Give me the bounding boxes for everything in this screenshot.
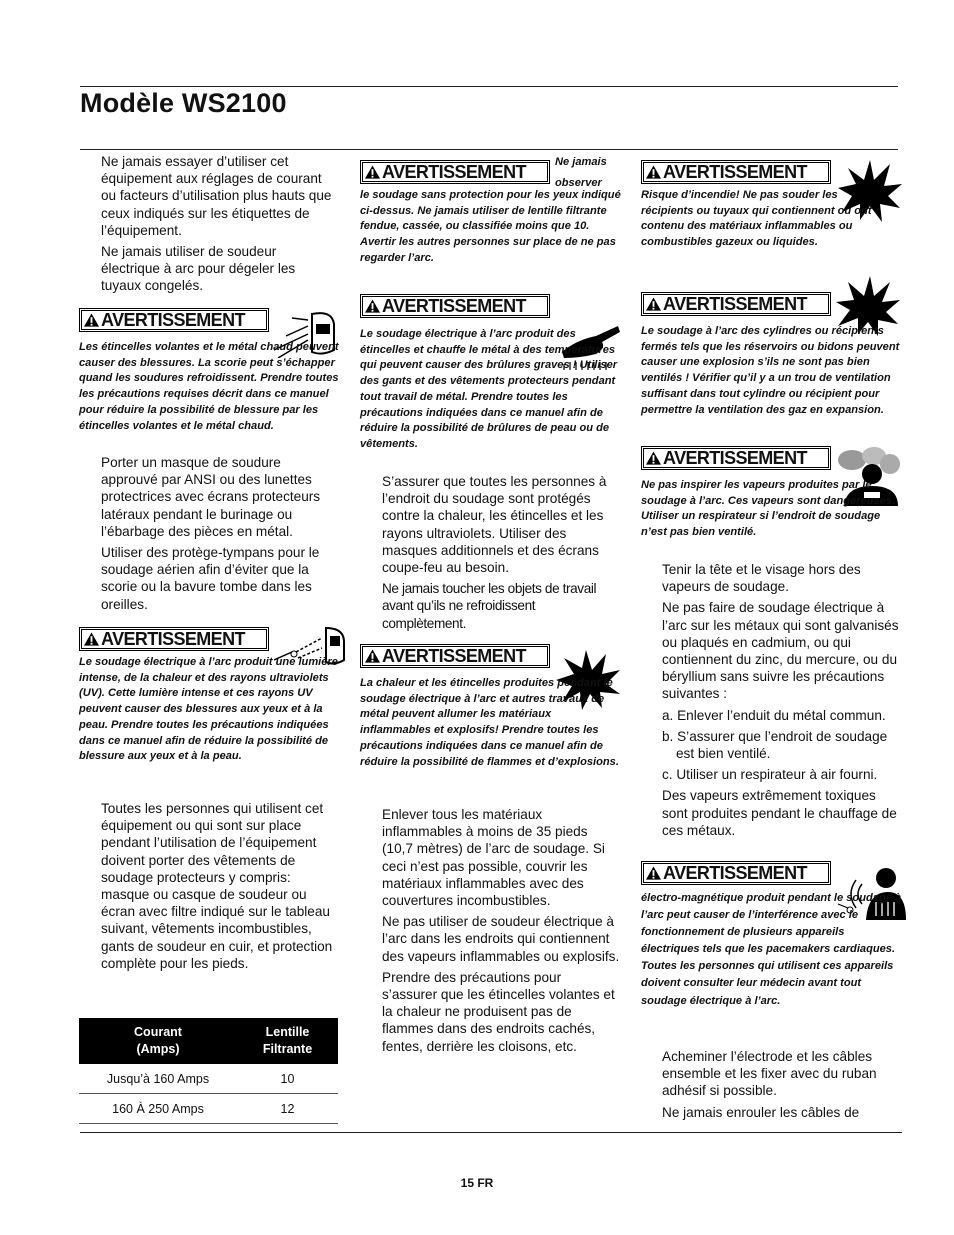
paragraph: S’assurer que toutes les personnes à l’endroit du soudage sont protégés contre la chaleur, les étincelles et les rayons ultraviolets. Utiliser des masques additionnels et des écrans coupe-feu au besoin. [382,474,607,576]
warning-label: AVERTISSEMENT [663,448,807,468]
list-item: a. Enlever l’enduit du métal commun. [662,707,886,723]
paragraph: Ne jamais essayer d’utiliser cet équipement aux réglages de courant ou facteurs d’utilisation plus hauts que ceux indiqués sur les étiquettes de l’équipement. [101,154,332,238]
table-row [79,1094,338,1124]
col3-mid [662,561,902,843]
table-header-lens: Lentille Filtrante [237,1018,338,1064]
warning-label: AVERTISSEMENT [663,294,807,314]
bottom-rule [80,1132,902,1133]
paragraph: Acheminer l’électrode et les câbles ensemble et les fixer avec du ruban adhésif si possible. [662,1049,877,1099]
table-row [79,1064,338,1094]
warning-triangle-icon [646,866,661,880]
warning-triangle-icon [365,299,380,313]
warning-badge [360,644,550,668]
paragraph: Ne pas faire de soudage électrique à l’arc sur les métaux qui sont galvanisés ou plaqués en cadmium, ou qui contiennent du zinc, du mercure, ou du béryllium sans suivre les précautions suivantes : [662,600,899,702]
warning-label: AVERTISSEMENT [382,296,526,316]
warning-triangle-icon [84,313,99,327]
paragraph: Ne pas utiliser de soudeur électrique à l’arc dans les endroits qui contiennent des vapeurs inflammables ou explosifs. [382,914,620,964]
col1-mid [101,454,337,617]
paragraph: Utiliser des protège-tympans pour le soudage aérien afin d’éviter que la scorie ou la bavure tombe dans les oreilles. [101,545,320,612]
warning-text: Le soudage à l’arc des cylindres ou récipients fermés tels que les réservoirs ou bidons peuvent causer une explosion s’ils ne sont pas bien ventilés ! Vérifier qu’il y a un trou de ventilation suffisant dans tout cylindre ou récipient pour permettre la ventilation des gaz en expansion. [641,325,900,416]
warning-badge [360,294,550,318]
warning-label: AVERTISSEMENT [101,310,245,330]
filter-lens-table [79,1018,338,1124]
warning-triangle-icon [84,632,99,646]
warning-triangle-icon [646,297,661,311]
col1-intro [101,153,337,299]
warning-badge [641,160,831,184]
paragraph: Des vapeurs extrêmement toxiques sont produites pendant le chauffage de ces métaux. [662,788,897,838]
paragraph: Enlever tous les matériaux inflammables à moins de 35 pieds (10,7 mètres) de l’arc de soudage. Si ceci n’est pas possible, couvrir les matériaux inflammables avec des couvertures incombustibles. [382,807,605,909]
warning-badge [641,861,831,885]
title-rule [80,149,898,150]
page-number: 15 FR [460,1176,494,1190]
top-rule [80,86,898,87]
paragraph: Prendre des précautions pour s’assurer que les étincelles volantes et la chaleur ne produisent pas de flammes dans des endroits cachés, fentes, derrière les cloisons, etc. [382,969,615,1054]
warning-text: Le soudage électrique à l’arc produit des étincelles et chauffe le métal à des températures qui peuvent causer des brûlures graves ! Utiliser des gants et des vêtements protecteurs pendant tout travail de métal. Prendre toutes les précautions indiquées dans ce manuel afin de réduire la possibilité de brûlures de peau ou de vêtements. [360,328,618,450]
warning-text: Le soudage électrique à l’arc produit une lumière intense, de la chaleur et des rayons ultraviolets (UV). Cette lumière intense et ces rayons UV peuvent causer des blessures aux yeux et à la peau. Prendre toutes les précautions indiquées dans ce manuel afin de réduire la possibilité de blessure aux yeux et à la peau. [79,656,338,763]
paragraph: Toutes les personnes qui utilisent cet équipement ou qui sont sur place pendant l’utilisation de l’équipement doivent porter des vêtements de soudage protecteurs y compris: masque ou casque de soudeur ou écran avec filtre indiqué sur le tableau suivant, vêtements incombustibles, gants de soudeur en cuir, et protection complète pour les pieds. [101,801,333,971]
warning-label: AVERTISSEMENT [382,162,526,182]
warning-badge [641,292,831,316]
warning-text: La chaleur et les étincelles produites pendant le soudage électrique à l’arc et autres travaux de métal peuvent allumer les matériaux inflammables et explosifs! Prendre toutes les précautions indiquées dans ce manuel afin de réduire la possibilité de flammes et d’explosions. [360,677,619,768]
paragraph: Ne jamais utiliser de soudeur électrique à arc pour dégeler les tuyaux congelés. [101,244,296,294]
warning-triangle-icon [646,165,661,179]
col1-bottom [101,800,339,976]
warning-label: AVERTISSEMENT [101,629,245,649]
table-cell-lens: 10 [237,1064,338,1094]
warning-text: Ne pas inspirer les vapeurs produites par le soudage à l’arc. Ces vapeurs sont dangereuses. Utiliser un respirateur si l’endroit de soudage n’est pas bien ventilé. [641,479,896,539]
table-header-row [79,1018,338,1064]
warning-text: Les étincelles volantes et le métal chaud peuvent causer des blessures. La scorie peut s’échapper quand les soudures refroidissent. Prendre toutes les précautions requises décrit dans ce manuel pour réduire la possibilité de blessure par les étincelles volantes et le métal chaud. [79,341,339,432]
list-item: c. Utiliser un respirateur à air fourni. [662,767,878,783]
warning-label: AVERTISSEMENT [382,646,526,666]
paragraph: Tenir la tête et le visage hors des vapeurs de soudage. [662,562,861,595]
warning-text: le soudage sans protection pour les yeux indiqué ci-dessus. Ne jamais utiliser de lentille filtrante fendue, cassée, ou classifiée moins que 10. Avertir les autres personnes sur place de ne pas regarder l’arc. [360,189,621,264]
paragraph: Ne jamais enrouler les câbles de [662,1104,860,1120]
table-cell-lens: 12 [237,1094,338,1124]
col2-mid [382,473,620,636]
warning-badge [360,160,550,184]
warning-text: électro-magnétique produit pendant le soudage à l’arc peut causer de l’interférence avec le fonctionnement de plusieurs appareils électriques tels que les pacemakers cardiaques. Toutes les personnes qui utilisent ces appareils doivent consulter leur médecin avant tout soudage électrique à l’arc. [641,892,902,1007]
table-header-current: Courant (Amps) [79,1018,237,1064]
warning-text-side: Ne jamais observer [555,156,607,189]
col3-bottom [662,1048,902,1125]
paragraph: Porter un masque de soudure approuvé par ANSI ou des lunettes protectrices avec écrans protecteurs latéraux pendant le burinage ou l’ébarbage des pièces en métal. [101,455,321,539]
page-title: Modèle WS2100 [80,88,287,118]
col2-bottom [382,806,620,1059]
warning-badge [79,627,269,651]
warning-text: Risque d’incendie! Ne pas souder les récipients ou tuyaux qui contiennent ou ont contenu des matériaux inflammables ou combustibles gazeux ou liquides. [641,189,872,249]
warning-triangle-icon [365,649,380,663]
warning-badge [79,308,269,332]
list-item: b. S’assurer que l’endroit de soudage est bien ventilé. [662,728,888,762]
warning-triangle-icon [365,165,380,179]
warning-triangle-icon [646,451,661,465]
table-cell-amps: Jusqu’à 160 Amps [79,1064,237,1094]
warning-label: AVERTISSEMENT [663,162,807,182]
warning-label: AVERTISSEMENT [663,863,807,883]
table-cell-amps: 160 À 250 Amps [79,1094,237,1124]
paragraph: Ne jamais toucher les objets de travail avant qu’ils ne refroidissent complètement. [382,581,597,631]
warning-badge [641,446,831,470]
